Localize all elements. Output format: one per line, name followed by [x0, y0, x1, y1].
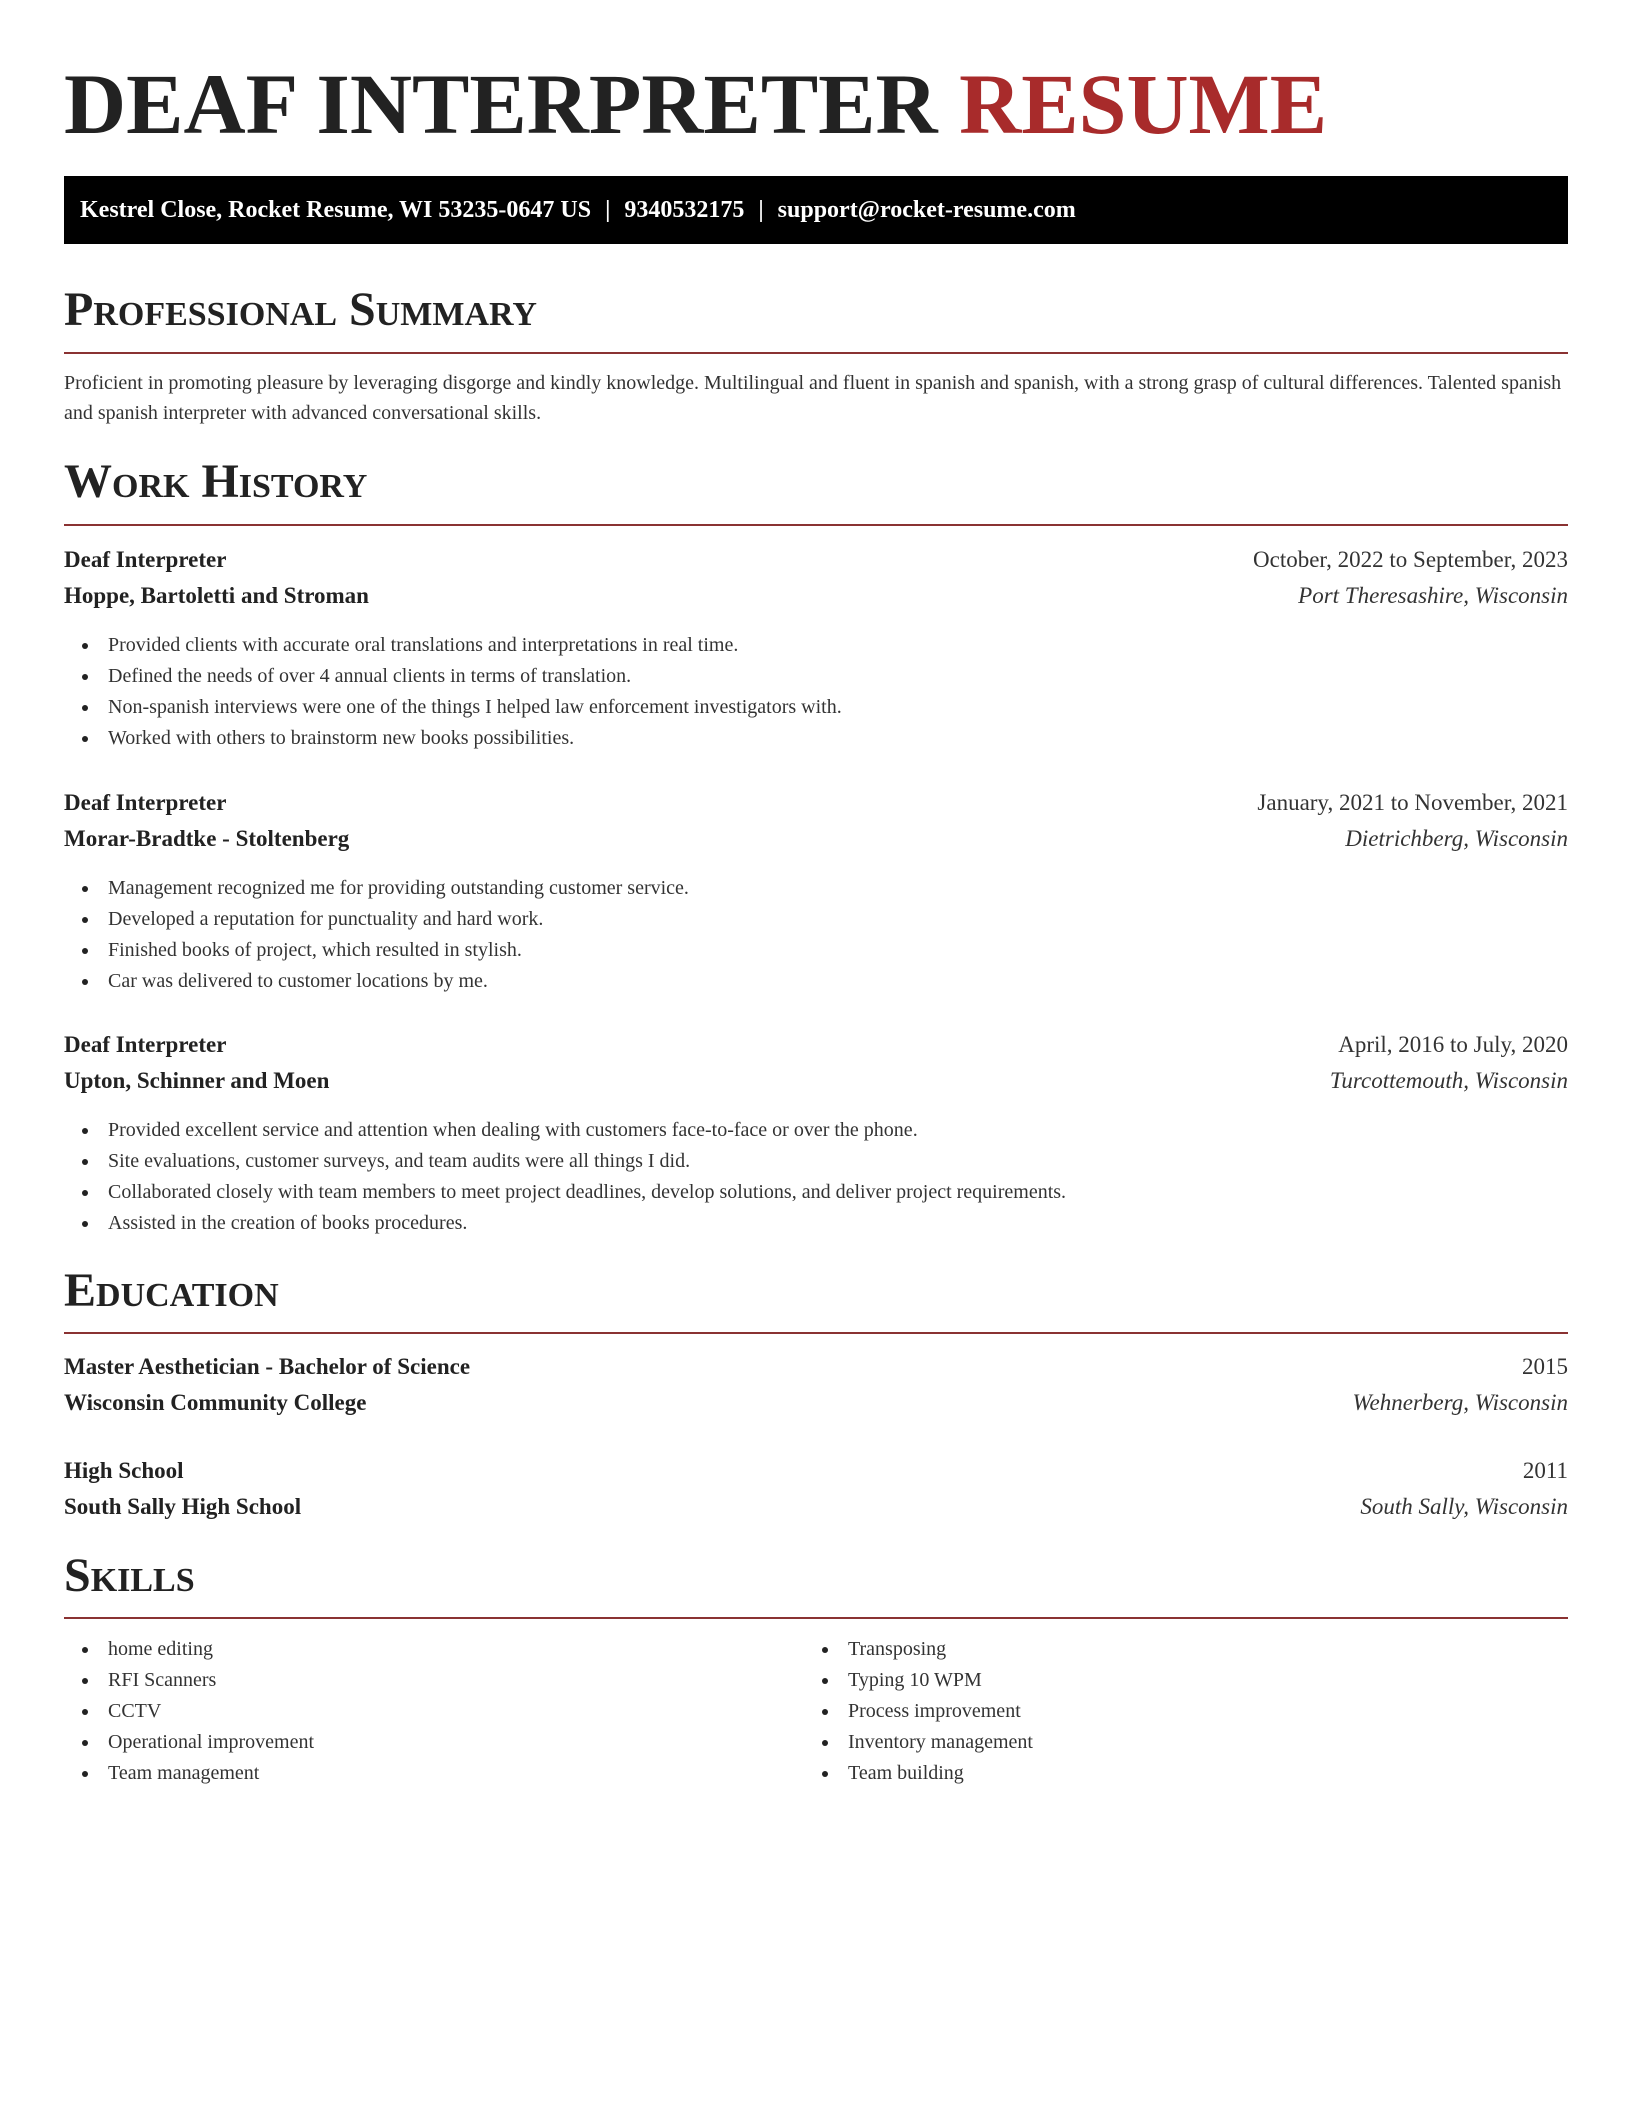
- job-dates: January, 2021 to November, 2021: [1257, 790, 1568, 815]
- title-accent: RESUME: [959, 56, 1328, 152]
- work-history-divider: [64, 524, 1568, 526]
- education-school-row: [64, 1386, 1568, 1420]
- summary-text: Proficient in promoting pleasure by leveraging disgorge and kindly knowledge. Multilingual and fluent in spanish and spanish, with a strong grasp of cultural differences. Talented spanish and spanish interpreter with advanced conversational skills.: [64, 372, 1562, 424]
- education-school-row: [64, 1490, 1568, 1524]
- skill-item: Inventory management: [804, 1727, 1033, 1758]
- job-dates: October, 2022 to September, 2023: [1253, 547, 1568, 572]
- list-item: Defined the needs of over 4 annual clients in terms of translation.: [64, 661, 842, 692]
- job-title: Deaf Interpreter: [64, 790, 227, 815]
- summary-divider: [64, 352, 1568, 354]
- skills-list-right: [804, 1634, 1033, 1789]
- contact-address: Kestrel Close, Rocket Resume, WI 53235-0647 US: [80, 197, 592, 223]
- job-employer: [64, 1064, 1568, 1098]
- list-item: Non-spanish interviews were one of the things I helped law enforcement investigators with.: [64, 692, 842, 723]
- resume-title: [64, 56, 1327, 152]
- education-header: [64, 1350, 1568, 1384]
- job-company: Upton, Schinner and Moen: [64, 1068, 330, 1093]
- education-degree: High School: [64, 1458, 184, 1483]
- job-header: [64, 1028, 1568, 1062]
- contact-phone: 9340532175: [624, 197, 745, 223]
- list-item: Worked with others to brainstorm new books possibilities.: [64, 723, 842, 754]
- skill-item: Team management: [64, 1758, 314, 1789]
- job-duties: [64, 1115, 1066, 1239]
- list-item: Developed a reputation for punctuality and hard work.: [64, 904, 689, 935]
- skill-item: Operational improvement: [64, 1727, 314, 1758]
- list-item: Provided excellent service and attention when dealing with customers face-to-face or over the phone.: [64, 1115, 1066, 1146]
- education-location: Wehnerberg, Wisconsin: [1352, 1390, 1568, 1415]
- education-header: [64, 1454, 1568, 1488]
- job-location: Port Theresashire, Wisconsin: [1298, 583, 1568, 608]
- job-location: Dietrichberg, Wisconsin: [1345, 826, 1568, 851]
- skill-item: RFI Scanners: [64, 1665, 314, 1696]
- list-item: Car was delivered to customer locations by me.: [64, 966, 689, 997]
- education-school: South Sally High School: [64, 1494, 302, 1519]
- job-header: [64, 543, 1568, 577]
- job-duties: [64, 873, 689, 997]
- skill-item: Process improvement: [804, 1696, 1033, 1727]
- skill-item: Typing 10 WPM: [804, 1665, 1033, 1696]
- summary-heading: Professional Summary: [64, 283, 537, 336]
- skills-divider: [64, 1617, 1568, 1619]
- job-duties: [64, 630, 842, 754]
- education-divider: [64, 1332, 1568, 1334]
- job-title: Deaf Interpreter: [64, 547, 227, 572]
- education-location: South Sally, Wisconsin: [1360, 1494, 1568, 1519]
- job-location: Turcottemouth, Wisconsin: [1329, 1068, 1568, 1093]
- job-company: Hoppe, Bartoletti and Stroman: [64, 583, 369, 608]
- job-employer: [64, 579, 1568, 613]
- contact-separator: |: [758, 197, 764, 223]
- list-item: Assisted in the creation of books procedures.: [64, 1208, 1066, 1239]
- skills-list-left: [64, 1634, 314, 1789]
- list-item: Management recognized me for providing outstanding customer service.: [64, 873, 689, 904]
- list-item: Collaborated closely with team members to meet project deadlines, develop solutions, and deliver project requirements.: [64, 1177, 1066, 1208]
- title-main: DEAF INTERPRETER: [64, 56, 938, 152]
- job-dates: April, 2016 to July, 2020: [1338, 1032, 1568, 1057]
- skill-item: Transposing: [804, 1634, 1033, 1665]
- contact-bar: [64, 176, 1568, 244]
- list-item: Finished books of project, which resulted in stylish.: [64, 935, 689, 966]
- education-year: 2011: [1522, 1458, 1568, 1483]
- education-school: Wisconsin Community College: [64, 1390, 367, 1415]
- contact-email: support@rocket-resume.com: [777, 197, 1076, 223]
- contact-separator: |: [605, 197, 611, 223]
- job-header: [64, 786, 1568, 820]
- skills-heading: Skills: [64, 1549, 195, 1602]
- list-item: Site evaluations, customer surveys, and team audits were all things I did.: [64, 1146, 1066, 1177]
- skill-item: Team building: [804, 1758, 1033, 1789]
- job-title: Deaf Interpreter: [64, 1032, 227, 1057]
- skill-item: CCTV: [64, 1696, 314, 1727]
- job-employer: [64, 822, 1568, 856]
- education-heading: Education: [64, 1264, 279, 1317]
- list-item: Provided clients with accurate oral translations and interpretations in real time.: [64, 630, 842, 661]
- education-degree: Master Aesthetician - Bachelor of Science: [64, 1354, 471, 1379]
- skill-item: home editing: [64, 1634, 314, 1665]
- job-company: Morar-Bradtke - Stoltenberg: [64, 826, 350, 851]
- education-year: 2015: [1522, 1354, 1568, 1379]
- work-history-heading: Work History: [64, 455, 368, 508]
